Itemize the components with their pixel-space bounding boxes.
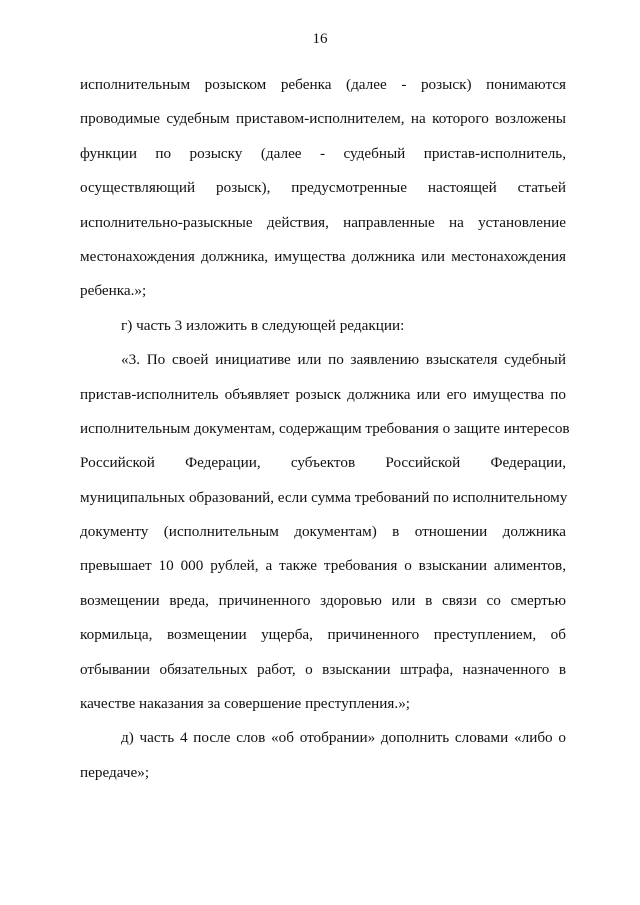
- text-line: отбывании обязательных работ, о взыскании штрафа, назначенного в: [80, 660, 566, 678]
- text-line: осуществляющий розыск), предусмотренные настоящей статьей: [80, 179, 566, 197]
- text-line: исполнительным документам, содержащим требования о защите интересов: [80, 419, 570, 437]
- text-line: документу (исполнительным документам) в отношении должника: [80, 523, 566, 541]
- text-line: превышает 10 000 рублей, а также требования о взыскании алиментов,: [80, 557, 566, 575]
- text-line: Российской Федерации, субъектов Российской Федерации,: [80, 454, 566, 472]
- paragraph-continuation: [80, 68, 566, 309]
- paragraph-part-3: [80, 343, 570, 721]
- text-line: качестве наказания за совершение преступления.»;: [80, 695, 411, 713]
- text-line: исполнительным розыском ребенка (далее - розыск) понимаются: [80, 76, 566, 93]
- text-line: ребенка.»;: [80, 282, 147, 300]
- text-line: г) часть 3 изложить в следующей редакции:: [121, 316, 405, 334]
- text-line: кормильца, возмещении ущерба, причиненного преступлением, об: [80, 626, 566, 644]
- text-line: «3. По своей инициативе или по заявлению взыскателя судебный: [121, 351, 566, 369]
- text-line: пристав-исполнитель объявляет розыск должника или его имущества по: [80, 385, 566, 403]
- text-line: муниципальных образований, если сумма требований по исполнительному: [80, 488, 568, 506]
- page-number: 16: [312, 31, 328, 47]
- paragraph-item-g: [80, 309, 566, 343]
- text-line: исполнительно-разыскные действия, направленные на установление: [80, 213, 566, 231]
- text-line: местонахождения должника, имущества должника или местонахождения: [80, 247, 566, 265]
- document-body: [80, 68, 570, 790]
- text-line: проводимые судебным приставом-исполнителем, на которого возложены: [80, 110, 566, 128]
- text-line: передаче»;: [80, 763, 150, 781]
- paragraph-item-d: [80, 721, 566, 790]
- text-line: возмещении вреда, причиненного здоровью или в связи со смертью: [80, 591, 566, 609]
- text-line: д) часть 4 после слов «об отобрании» дополнить словами «либо о: [121, 729, 566, 747]
- text-line: функции по розыску (далее - судебный пристав-исполнитель,: [80, 144, 566, 162]
